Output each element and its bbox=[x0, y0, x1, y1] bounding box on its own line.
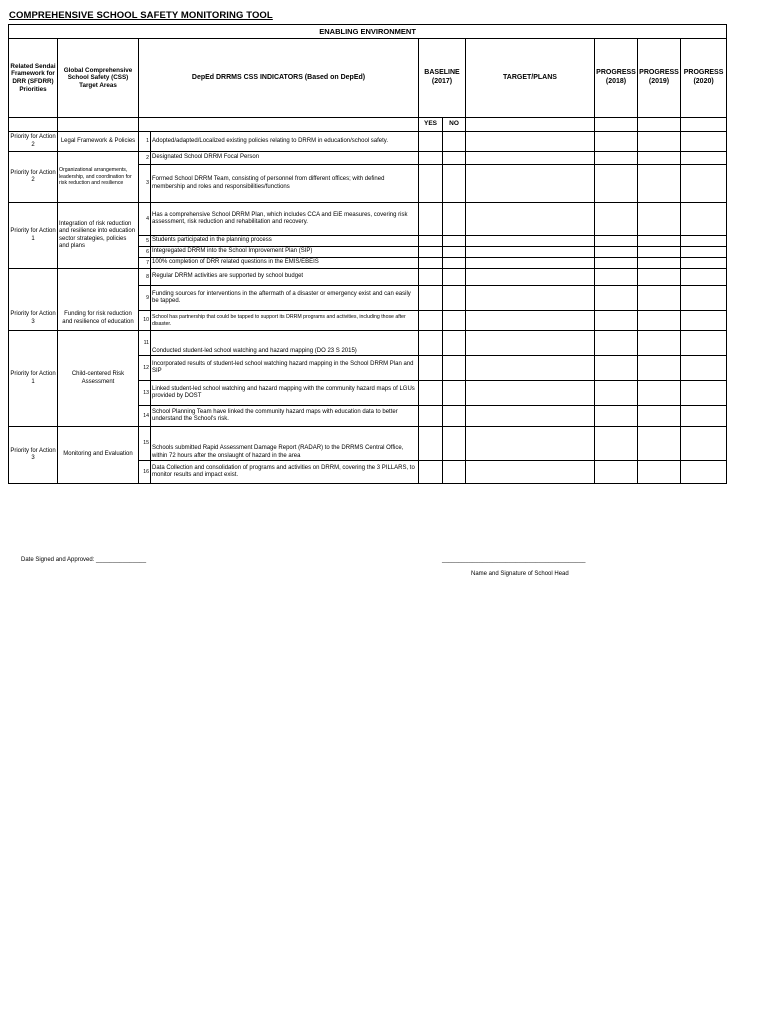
target-cell[interactable] bbox=[466, 203, 595, 236]
indicator-text: Designated School DRRM Focal Person bbox=[151, 152, 419, 165]
progress-2018-cell[interactable] bbox=[595, 236, 638, 247]
monitoring-table bbox=[8, 24, 727, 484]
baseline-yes-cell[interactable] bbox=[419, 236, 443, 247]
target-cell[interactable] bbox=[466, 132, 595, 152]
progress-2018-cell[interactable] bbox=[595, 427, 638, 461]
baseline-yes-cell[interactable] bbox=[419, 152, 443, 165]
progress-2018-cell[interactable] bbox=[595, 247, 638, 258]
indicator-text: Formed School DRRM Team, consisting of personnel from different offices; with defined membership and roles and responsibilities/functions bbox=[151, 165, 419, 203]
baseline-no-cell[interactable] bbox=[443, 461, 466, 484]
section-header: ENABLING ENVIRONMENT bbox=[9, 25, 727, 39]
progress-2019-cell[interactable] bbox=[638, 236, 681, 247]
baseline-no-cell[interactable] bbox=[443, 311, 466, 331]
indicator-number: 4 bbox=[139, 203, 151, 236]
baseline-yes-cell[interactable] bbox=[419, 247, 443, 258]
target-cell[interactable] bbox=[466, 286, 595, 311]
baseline-no-cell[interactable] bbox=[443, 132, 466, 152]
indicator-text: Data Collection and consolidation of programs and activities on DRRM, covering the 3 PILLARS, to monitor results and impact exist. bbox=[151, 461, 419, 484]
progress-2018-cell[interactable] bbox=[595, 132, 638, 152]
baseline-no-cell[interactable] bbox=[443, 331, 466, 356]
baseline-no-cell[interactable] bbox=[443, 165, 466, 203]
progress-2019-header: PROGRESS (2019) bbox=[638, 39, 681, 118]
progress-2019-cell[interactable] bbox=[638, 165, 681, 203]
target-cell[interactable] bbox=[466, 247, 595, 258]
document-title: COMPREHENSIVE SCHOOL SAFETY MONITORING TOOL bbox=[9, 10, 273, 21]
progress-2020-cell[interactable] bbox=[681, 165, 727, 203]
priority-cell: Priority for Action 2 bbox=[9, 152, 58, 203]
date-signed-field[interactable]: Date Signed and Approved: _______________ bbox=[21, 557, 147, 563]
baseline-header: BASELINE (2017) bbox=[419, 39, 466, 118]
progress-2019-cell[interactable] bbox=[638, 331, 681, 356]
table-row bbox=[9, 152, 727, 165]
indicator-number: 9 bbox=[139, 286, 151, 311]
indicator-number: 13 bbox=[139, 381, 151, 406]
signature-line[interactable]: ___________________________________________ bbox=[442, 557, 586, 563]
baseline-no-cell[interactable] bbox=[443, 236, 466, 247]
indicator-number: 1 bbox=[139, 132, 151, 152]
progress-2020-cell[interactable] bbox=[681, 247, 727, 258]
indicator-number: 16 bbox=[139, 461, 151, 484]
progress-2020-cell[interactable] bbox=[681, 331, 727, 356]
table-row bbox=[9, 269, 727, 286]
progress-2018-cell[interactable] bbox=[595, 203, 638, 236]
baseline-yes-cell[interactable] bbox=[419, 258, 443, 269]
css-header: Global Comprehensive School Safety (CSS) Target Areas bbox=[58, 39, 139, 118]
progress-2018-cell[interactable] bbox=[595, 152, 638, 165]
target-cell[interactable] bbox=[466, 406, 595, 427]
baseline-yes-cell[interactable] bbox=[419, 286, 443, 311]
progress-2019-cell[interactable] bbox=[638, 152, 681, 165]
target-area-cell: Monitoring and Evaluation bbox=[58, 427, 139, 484]
priority-cell: Priority for Action 3 bbox=[9, 269, 58, 331]
progress-2018-header: PROGRESS (2018) bbox=[595, 39, 638, 118]
indicators-header: DepEd DRRMS CSS INDICATORS (Based on DepEd) bbox=[139, 39, 419, 118]
table-row bbox=[9, 203, 727, 236]
priority-cell: Priority for Action 1 bbox=[9, 203, 58, 269]
indicator-text: Regular DRRM activities are supported by school budget bbox=[151, 269, 419, 286]
baseline-yes-cell[interactable] bbox=[419, 311, 443, 331]
indicator-number: 5 bbox=[139, 236, 151, 247]
baseline-no-cell[interactable] bbox=[443, 258, 466, 269]
progress-2019-cell[interactable] bbox=[638, 406, 681, 427]
target-cell[interactable] bbox=[466, 269, 595, 286]
indicator-number: 8 bbox=[139, 269, 151, 286]
table-row bbox=[9, 427, 727, 461]
progress-2020-cell[interactable] bbox=[681, 258, 727, 269]
baseline-yes-cell[interactable] bbox=[419, 203, 443, 236]
indicator-number: 15 bbox=[139, 427, 151, 461]
progress-2019-cell[interactable] bbox=[638, 286, 681, 311]
progress-2019-cell[interactable] bbox=[638, 132, 681, 152]
indicator-number: 12 bbox=[139, 356, 151, 381]
progress-2020-cell[interactable] bbox=[681, 286, 727, 311]
progress-2020-cell[interactable] bbox=[681, 236, 727, 247]
progress-2020-cell[interactable] bbox=[681, 356, 727, 381]
indicator-text: 100% completion of DRR related questions in the EMIS/EBEIS bbox=[151, 258, 419, 269]
indicator-number: 10 bbox=[139, 311, 151, 331]
baseline-no-cell[interactable] bbox=[443, 152, 466, 165]
baseline-yes-cell[interactable] bbox=[419, 269, 443, 286]
indicator-number: 14 bbox=[139, 406, 151, 427]
target-cell[interactable] bbox=[466, 258, 595, 269]
progress-2020-header: PROGRESS (2020) bbox=[681, 39, 727, 118]
target-area-cell: Organizational arrangements, leadership, and coordination for risk reduction and resilience bbox=[58, 152, 139, 203]
indicator-number: 11 bbox=[139, 331, 151, 356]
table-row bbox=[9, 331, 727, 356]
progress-2019-cell[interactable] bbox=[638, 258, 681, 269]
progress-2018-cell[interactable] bbox=[595, 311, 638, 331]
progress-2018-cell[interactable] bbox=[595, 269, 638, 286]
progress-2019-cell[interactable] bbox=[638, 427, 681, 461]
progress-2018-cell[interactable] bbox=[595, 331, 638, 356]
progress-2019-cell[interactable] bbox=[638, 311, 681, 331]
progress-2018-cell[interactable] bbox=[595, 356, 638, 381]
progress-2019-cell[interactable] bbox=[638, 269, 681, 286]
baseline-yes-cell[interactable] bbox=[419, 381, 443, 406]
target-area-cell: Funding for risk reduction and resilience of education bbox=[58, 269, 139, 331]
progress-2019-cell[interactable] bbox=[638, 247, 681, 258]
baseline-no-cell[interactable] bbox=[443, 286, 466, 311]
indicator-text: Adopted/adapted/Localized existing policies relating to DRRM in education/school safety. bbox=[151, 132, 419, 152]
baseline-yes-cell[interactable] bbox=[419, 356, 443, 381]
baseline-yes-cell[interactable] bbox=[419, 331, 443, 356]
priority-cell: Priority for Action 2 bbox=[9, 132, 58, 152]
progress-2018-cell[interactable] bbox=[595, 286, 638, 311]
target-area-cell: Integration of risk reduction and resilience into education sector strategies, policies and plans bbox=[58, 203, 139, 269]
target-cell[interactable] bbox=[466, 165, 595, 203]
baseline-no-cell[interactable] bbox=[443, 269, 466, 286]
indicator-text: Incorporated results of student-led school watching hazard mapping in the School DRRM Plan and SIP bbox=[151, 356, 419, 381]
indicator-text: School has partnership that could be tapped to support its DRRM programs and activities, including those after disaster. bbox=[151, 311, 419, 331]
target-cell[interactable] bbox=[466, 311, 595, 331]
target-area-cell: Legal Framework & Policies bbox=[58, 132, 139, 152]
progress-2020-cell[interactable] bbox=[681, 311, 727, 331]
progress-2020-cell[interactable] bbox=[681, 132, 727, 152]
indicator-text: Integregated DRRM into the School Improvement Plan (SIP) bbox=[151, 247, 419, 258]
baseline-no-cell[interactable] bbox=[443, 406, 466, 427]
school-head-label: Name and Signature of School Head bbox=[471, 571, 569, 577]
indicator-number: 6 bbox=[139, 247, 151, 258]
progress-2019-cell[interactable] bbox=[638, 203, 681, 236]
indicator-number: 2 bbox=[139, 152, 151, 165]
progress-2020-cell[interactable] bbox=[681, 152, 727, 165]
target-area-cell: Child-centered Risk Assessment bbox=[58, 331, 139, 427]
progress-2020-cell[interactable] bbox=[681, 406, 727, 427]
baseline-yes-cell[interactable] bbox=[419, 132, 443, 152]
target-cell[interactable] bbox=[466, 331, 595, 356]
baseline-no-cell[interactable] bbox=[443, 247, 466, 258]
indicator-text: School Planning Team have linked the community hazard maps with education data to better understand the School's risk. bbox=[151, 406, 419, 427]
indicator-text: Funding sources for interventions in the aftermath of a disaster or emergency exist and can easily be tapped. bbox=[151, 286, 419, 311]
indicator-text: Schools submitted Rapid Assessment Damage Report (RADAR) to the DRRMS Central Office, within 72 hours after the onslaught of hazard in the area bbox=[151, 427, 419, 461]
baseline-no-cell[interactable] bbox=[443, 203, 466, 236]
target-cell[interactable] bbox=[466, 427, 595, 461]
progress-2018-cell[interactable] bbox=[595, 165, 638, 203]
progress-2020-cell[interactable] bbox=[681, 461, 727, 484]
progress-2020-cell[interactable] bbox=[681, 203, 727, 236]
target-cell[interactable] bbox=[466, 461, 595, 484]
baseline-yes-cell[interactable] bbox=[419, 427, 443, 461]
baseline-yes-cell[interactable] bbox=[419, 406, 443, 427]
progress-2020-cell[interactable] bbox=[681, 381, 727, 406]
target-cell[interactable] bbox=[466, 381, 595, 406]
target-cell[interactable] bbox=[466, 356, 595, 381]
indicator-number: 3 bbox=[139, 165, 151, 203]
target-cell[interactable] bbox=[466, 152, 595, 165]
no-header: NO bbox=[443, 118, 466, 132]
priority-cell: Priority for Action 1 bbox=[9, 331, 58, 427]
indicator-number: 7 bbox=[139, 258, 151, 269]
table-row bbox=[9, 132, 727, 152]
target-header: TARGET/PLANS bbox=[466, 39, 595, 118]
indicator-text: Has a comprehensive School DRRM Plan, which includes CCA and EiE measures, covering risk assessment, risk reduction and rehabilitation and recovery. bbox=[151, 203, 419, 236]
baseline-no-cell[interactable] bbox=[443, 381, 466, 406]
target-cell[interactable] bbox=[466, 236, 595, 247]
baseline-yes-cell[interactable] bbox=[419, 165, 443, 203]
progress-2019-cell[interactable] bbox=[638, 381, 681, 406]
progress-2019-cell[interactable] bbox=[638, 356, 681, 381]
indicator-text: Linked student-led school watching and hazard mapping with the community hazard maps of LGUs provided by DOST bbox=[151, 381, 419, 406]
progress-2019-cell[interactable] bbox=[638, 461, 681, 484]
yes-header: YES bbox=[419, 118, 443, 132]
sfdrr-header: Related Sendai Framework for DRR (SFDRR) Priorities bbox=[9, 39, 58, 118]
progress-2018-cell[interactable] bbox=[595, 461, 638, 484]
baseline-no-cell[interactable] bbox=[443, 427, 466, 461]
progress-2020-cell[interactable] bbox=[681, 269, 727, 286]
baseline-no-cell[interactable] bbox=[443, 356, 466, 381]
progress-2018-cell[interactable] bbox=[595, 406, 638, 427]
indicator-text: Students participated in the planning process bbox=[151, 236, 419, 247]
progress-2018-cell[interactable] bbox=[595, 381, 638, 406]
baseline-yes-cell[interactable] bbox=[419, 461, 443, 484]
priority-cell: Priority for Action 3 bbox=[9, 427, 58, 484]
indicator-text: Conducted student-led school watching and hazard mapping (DO 23 S 2015) bbox=[151, 331, 419, 356]
progress-2018-cell[interactable] bbox=[595, 258, 638, 269]
progress-2020-cell[interactable] bbox=[681, 427, 727, 461]
